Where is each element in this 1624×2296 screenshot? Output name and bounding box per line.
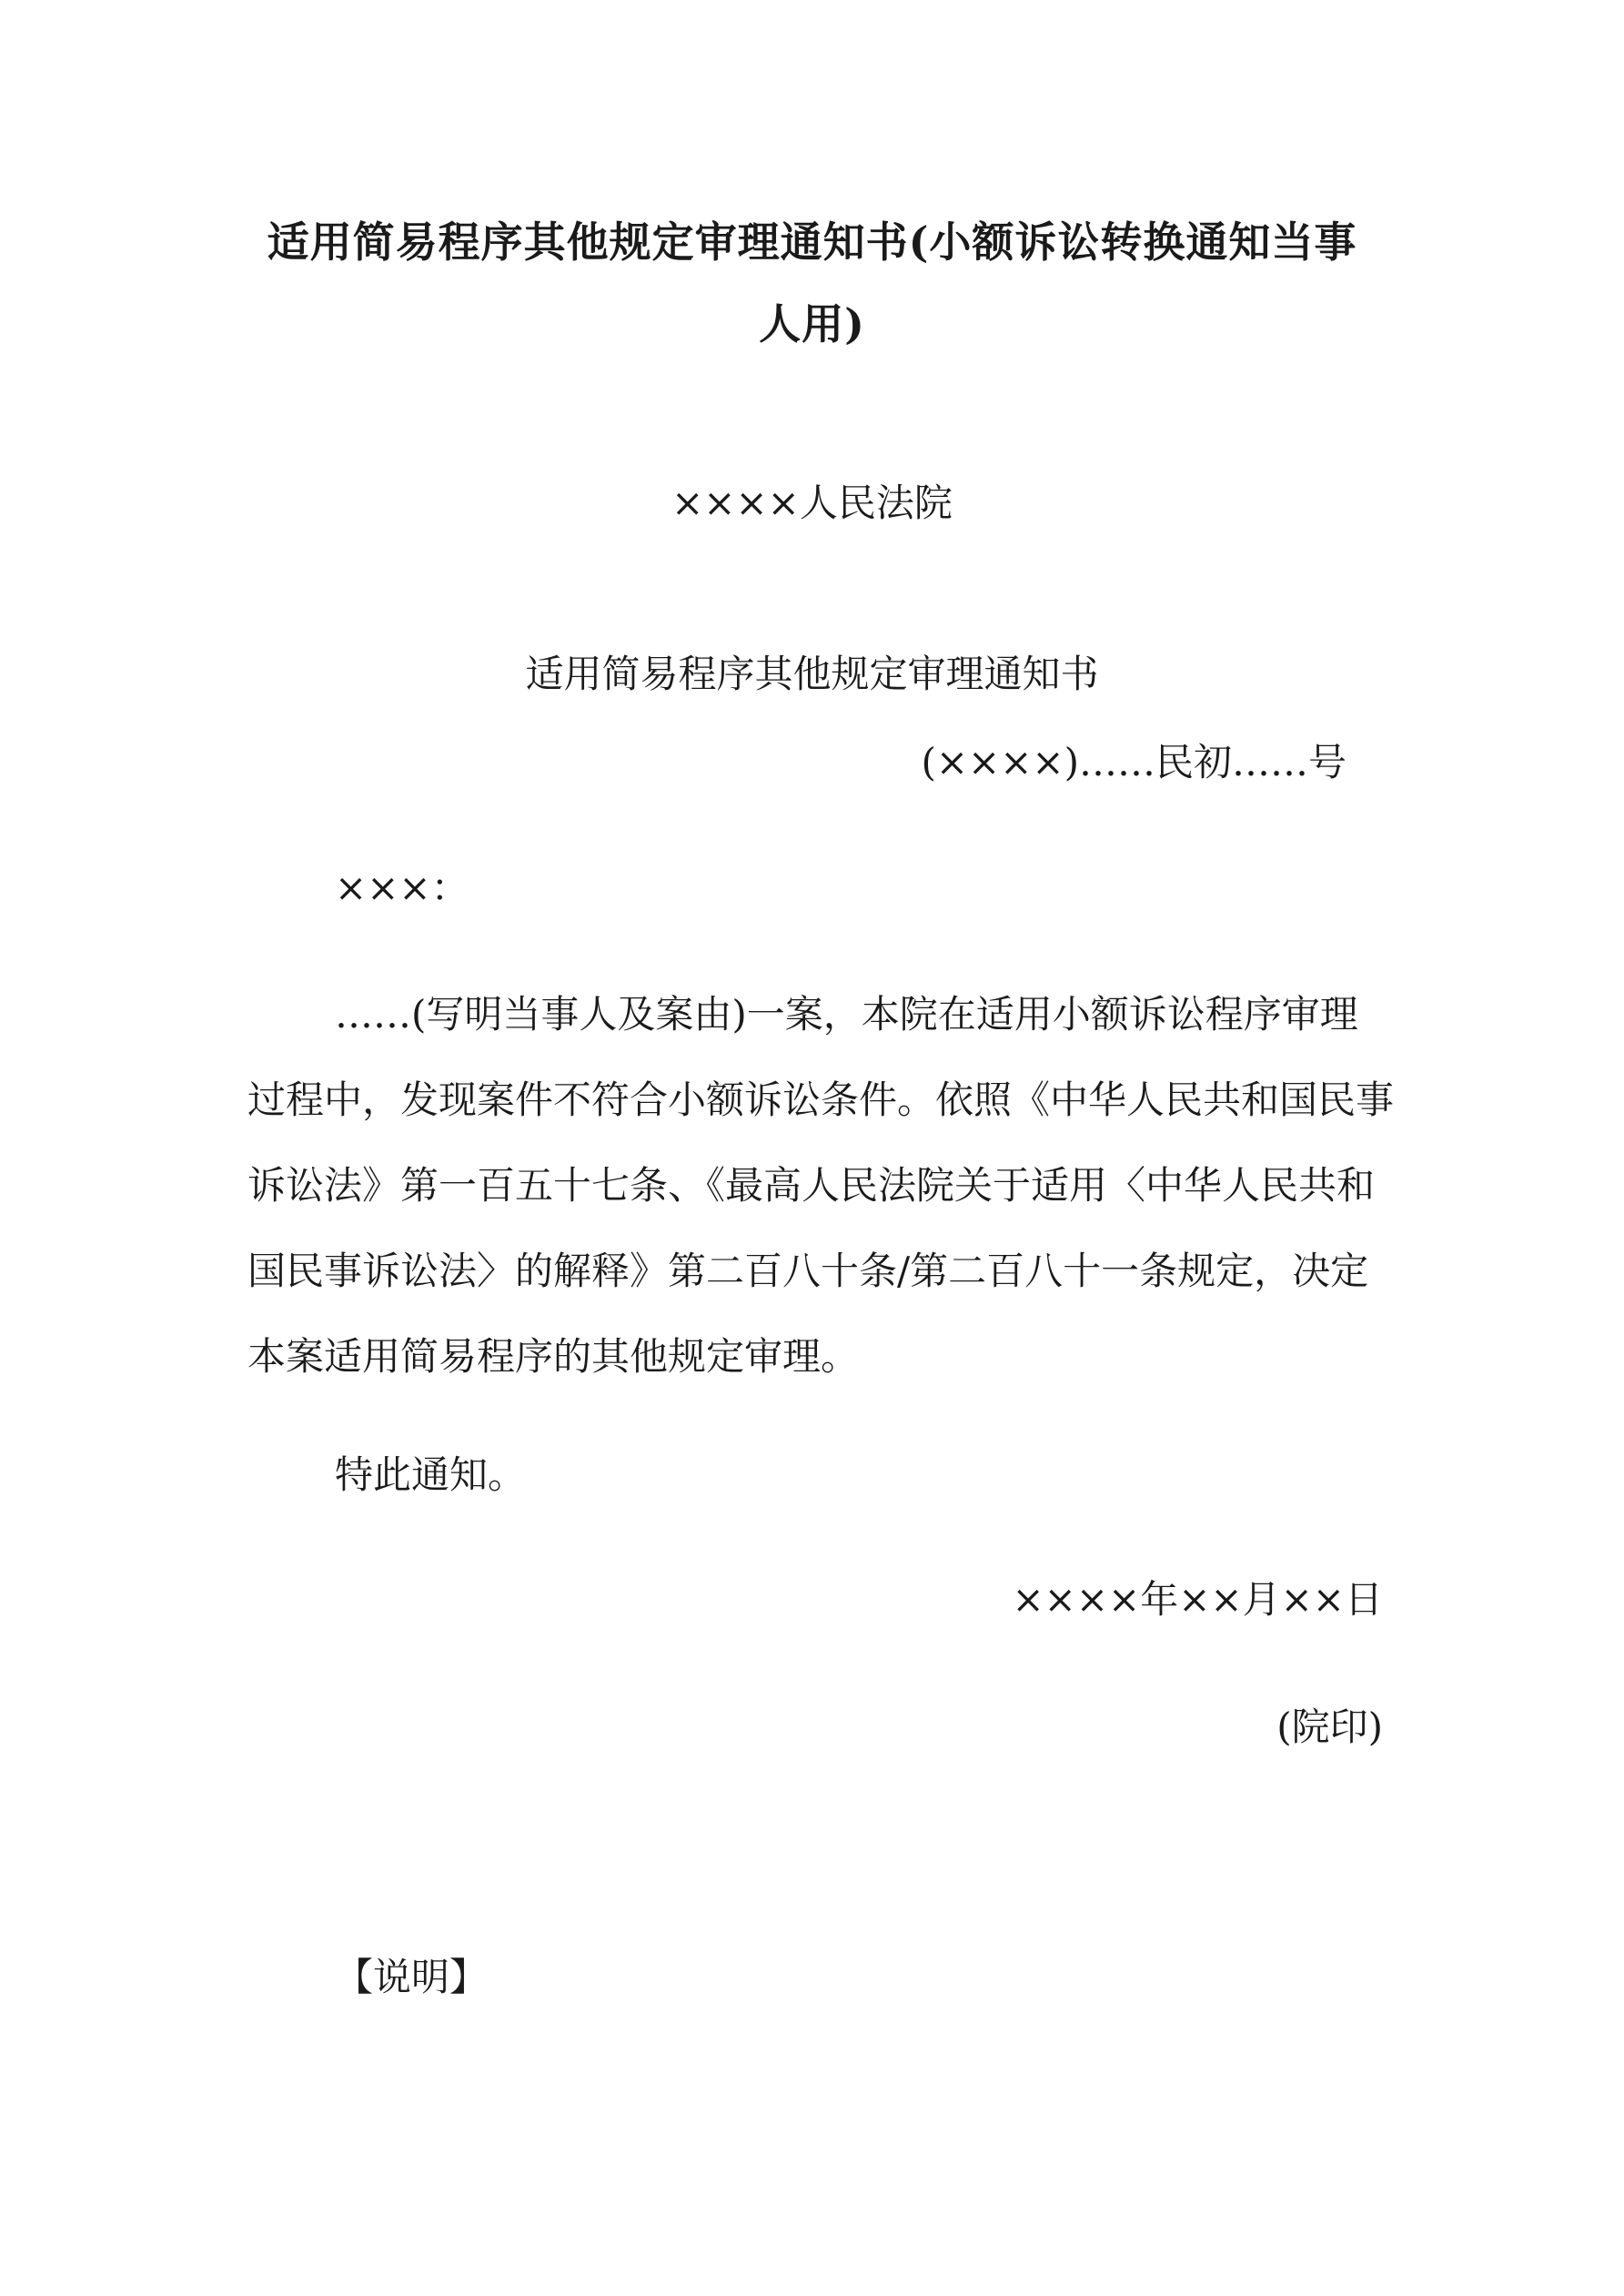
body-line: ……(写明当事人及案由)一案，本院在适用小额诉讼程序审理 — [335, 992, 1358, 1037]
notice-name: 适用简易程序其他规定审理通知书 — [525, 652, 1099, 696]
issue-date: ××××年××月××日 — [1012, 1577, 1383, 1622]
notice-body — [247, 972, 1395, 1400]
document-title-line-1: 适用简易程序其他规定审理通知书(小额诉讼转换通知当事 — [267, 217, 1357, 267]
body-line: 过程中，发现案件不符合小额诉讼条件。依照《中华人民共和国民事 — [247, 1077, 1395, 1122]
court-seal-placeholder: (院印) — [1276, 1704, 1383, 1749]
body-line: 国民事诉讼法〉的解释》第二百八十条/第二百八十一条规定，决定 — [247, 1249, 1369, 1293]
court-name: ××××人民法院 — [671, 480, 953, 525]
body-line: 诉讼法》第一百五十七条、《最高人民法院关于适用〈中华人民共和 — [247, 1163, 1376, 1208]
note-heading: 【说明】 — [335, 1955, 489, 1999]
addressee: ×××： — [335, 865, 469, 910]
document-title-line-2: 人用) — [759, 299, 865, 349]
closing-statement: 特此通知。 — [335, 1452, 527, 1497]
case-number: (××××)……民初……号 — [921, 740, 1347, 784]
body-line: 本案适用简易程序的其他规定审理。 — [247, 1334, 860, 1379]
